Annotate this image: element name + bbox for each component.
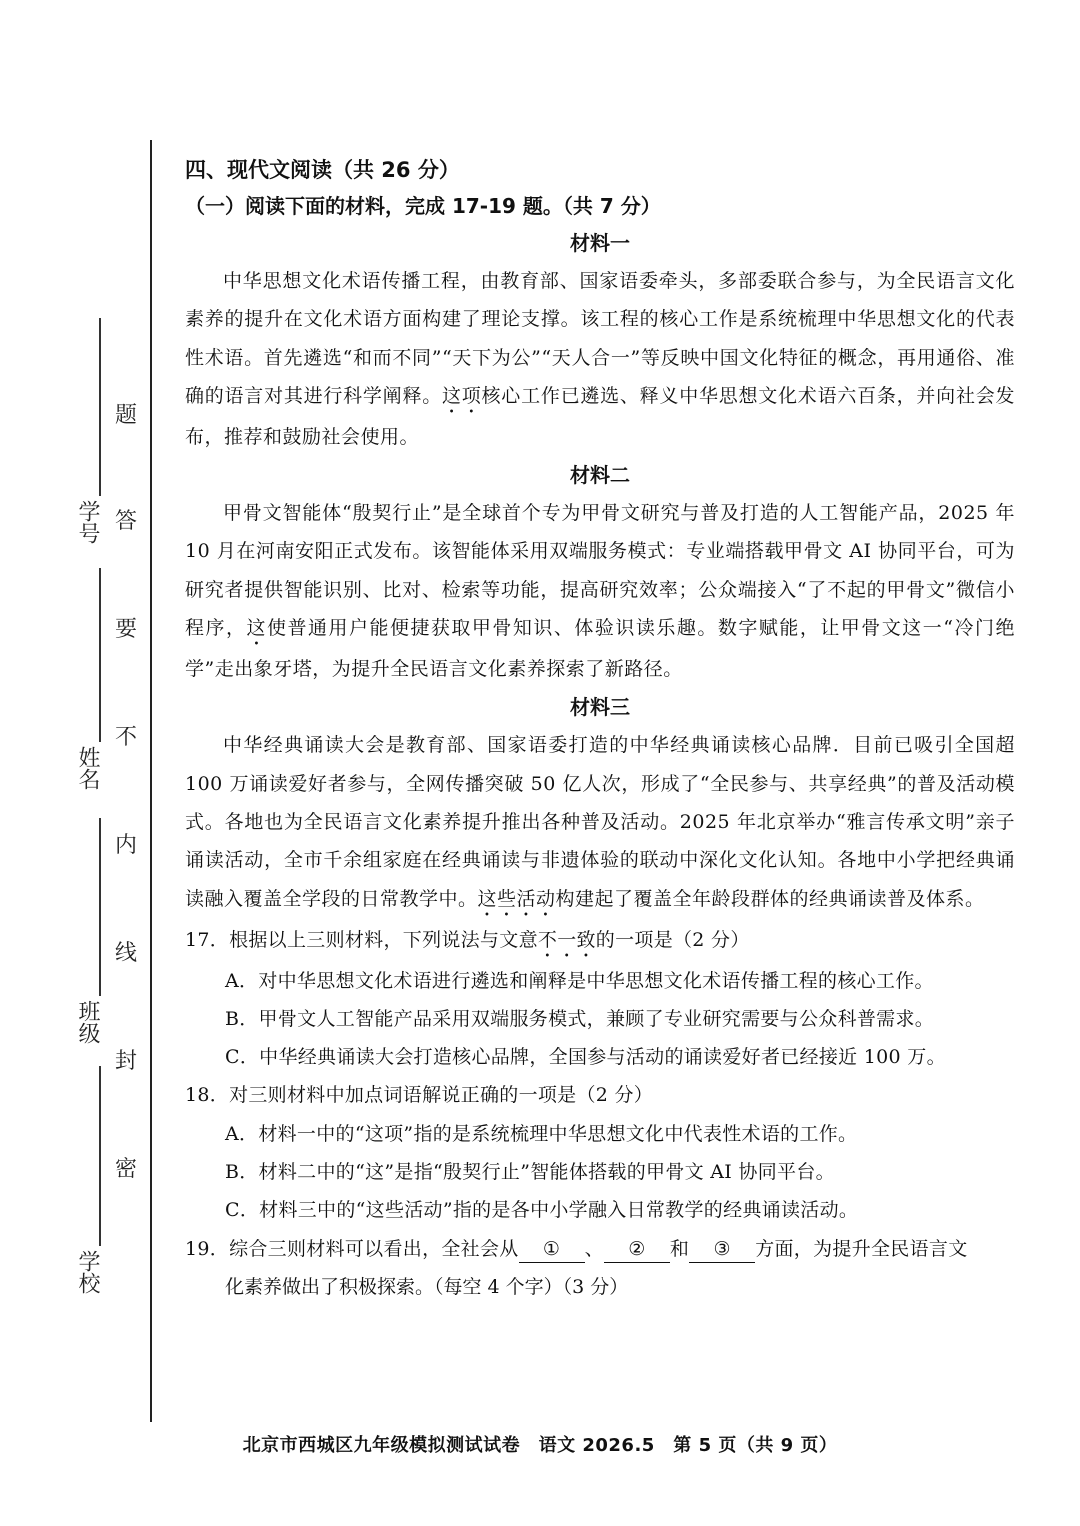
class-line[interactable] <box>99 818 101 996</box>
school-label: 学校 <box>75 1250 100 1294</box>
seal-char: 内 <box>115 833 138 858</box>
seal-char: 答 <box>115 509 138 534</box>
school-line[interactable] <box>99 1066 101 1246</box>
class-label: 班级 <box>75 1000 100 1044</box>
student-id-line[interactable] <box>99 318 101 496</box>
material-3-title: 材料三 <box>570 695 630 720</box>
dotted-term: 不一致 <box>537 928 596 951</box>
binding-line <box>150 140 152 1422</box>
dotted-term: 这项 <box>441 384 482 407</box>
seal-char: 线 <box>115 941 138 966</box>
seal-char: 不 <box>115 725 138 750</box>
q18-option-b[interactable]: B．材料二中的“这”是指“殷契行止”智能体搭载的甲骨文 AI 协同平台。 <box>225 1161 835 1184</box>
material-3-text: 中华经典诵读大会是教育部、国家语委打造的中华经典诵读核心品牌．目前已吸引全国超 100 万诵读爱好者参与，全网传播突破 50 亿人次，形成了“全民参与、共享经典”的普及活动模式。各地也为全民语言文化素养提升推出各种普及活动。2025 年北京举办“雅言传承文明”亲子诵读活动，全市千余组家庭在经典诵读与非遗体验的联动中深化文化认知。各地中小学把经典诵读融入覆盖全学段的日常教学中。这些活动构建起了覆盖全年龄段群体的经典诵读普及体系。 <box>185 734 1015 910</box>
material-2-text: 甲骨文智能体“殷契行止”是全球首个专为甲骨文研究与普及打造的人工智能产品，2025 年 10 月在河南安阳正式发布。该智能体采用双端服务模式：专业端搭载甲骨文 AI 协同平台，可为研究者提供智能识别、比对、检索等功能，提高研究效率；公众端接入“了不起的甲骨文”微信小程序，这使普通用户能便捷获取甲骨知识、体验识读乐趣。数字赋能，让甲骨文这一“冷门绝学”走出象牙塔，为提升全民语言文化素养探索了新路径。 <box>185 502 1015 681</box>
answer-blank-1[interactable]: ① <box>519 1236 585 1263</box>
question-18: 18．对三则材料中加点词语解说正确的一项是（2 分） <box>185 1084 654 1107</box>
q18-option-c[interactable]: C．材料三中的“这些活动”指的是各中小学融入日常教学的经典诵读活动。 <box>225 1199 859 1222</box>
question-17: 17．根据以上三则材料，下列说法与文意不一致的一项是（2 分） <box>185 928 750 951</box>
section-title: 四、现代文阅读（共 26 分） <box>185 158 460 182</box>
reading-section <box>185 152 1015 1306</box>
q17-option-b[interactable]: B．甲骨文人工智能产品采用双端服务模式，兼顾了专业研究需要与公众科普需求。 <box>225 1007 935 1030</box>
seal-char: 密 <box>115 1157 138 1182</box>
question-19: 19．综合三则材料可以看出，全社会从 ① 、 ② 和 ③ 方面，为提升全民语言文 <box>185 1230 1015 1268</box>
q18-option-a[interactable]: A．材料一中的“这项”指的是系统梳理中华思想文化中代表性术语的工作。 <box>225 1122 858 1145</box>
name-label: 姓名 <box>75 746 100 790</box>
material-2-title: 材料二 <box>570 463 630 488</box>
seal-char: 封 <box>115 1049 138 1074</box>
sub-title: （一）阅读下面的材料，完成 17-19 题。（共 7 分） <box>185 194 661 218</box>
seal-char: 要 <box>115 617 138 642</box>
dotted-term: 这 <box>246 617 267 640</box>
answer-blank-3[interactable]: ③ <box>689 1236 755 1263</box>
q17-option-a[interactable]: A．对中华思想文化术语进行遴选和阐释是中华思想文化术语传播工程的核心工作。 <box>225 969 934 992</box>
material-1-title: 材料一 <box>570 231 630 255</box>
name-line[interactable] <box>99 568 101 742</box>
answer-blank-2[interactable]: ② <box>604 1236 670 1263</box>
dotted-term: 这些活动 <box>477 887 556 910</box>
student-id-label: 学号 <box>75 500 100 544</box>
q17-option-c[interactable]: C．中华经典诵读大会打造核心品牌，全国参与活动的诵读爱好者已经接近 100 万。 <box>225 1046 946 1069</box>
question-19-continued: 化素养做出了积极探索。（每空 4 个字）（3 分） <box>225 1275 629 1298</box>
seal-char: 题 <box>115 403 138 428</box>
page-footer: 北京市西城区九年级模拟测试试卷 语文 2026.5 第 5 页（共 9 页） <box>242 1435 838 1456</box>
material-1-text: 中华思想文化术语传播工程，由教育部、国家语委牵头，多部委联合参与，为全民语言文化素养的提升在文化术语方面构建了理论支撑。该工程的核心工作是系统梳理中华思想文化的代表性术语。首先遴选“和而不同”“天下为公”“天人合一”等反映中国文化特征的概念，再用通俗、准确的语言对其进行科学阐释。这项核心工作已遴选、释义中华思想文化术语六百条，并向社会发布，推荐和鼓励社会使用。 <box>185 270 1015 448</box>
